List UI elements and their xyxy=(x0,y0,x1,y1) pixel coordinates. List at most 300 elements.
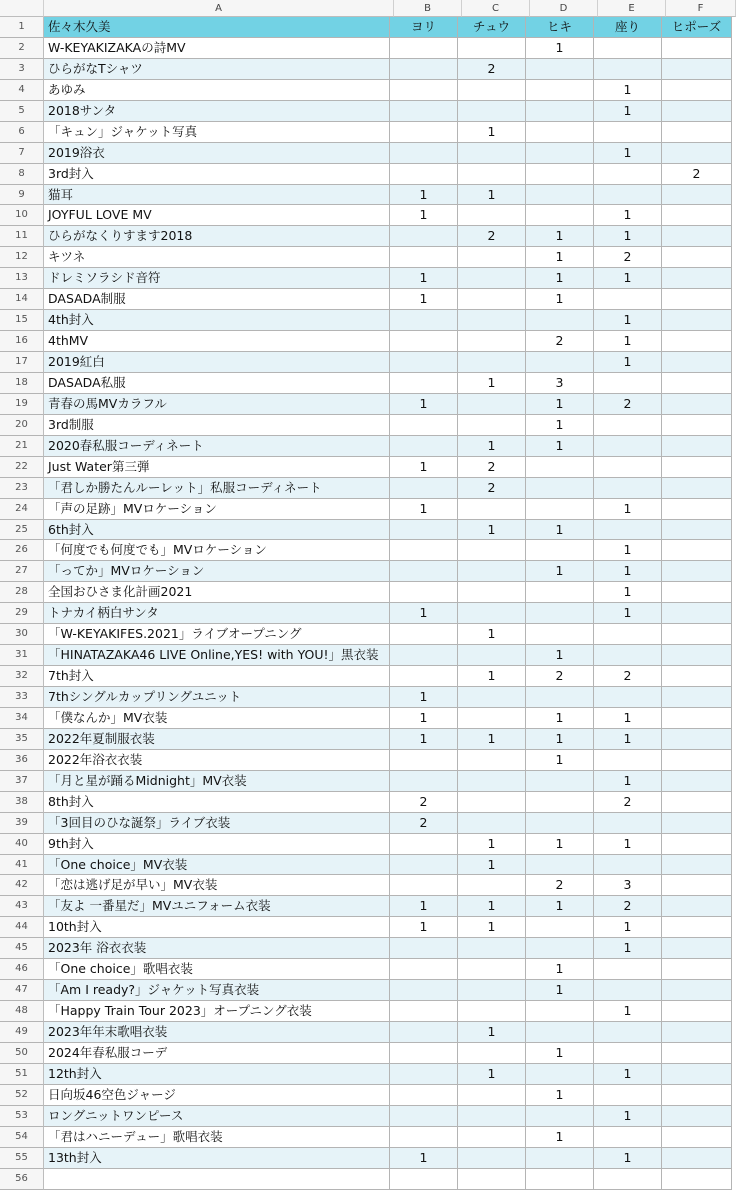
row-number[interactable]: 2 xyxy=(0,38,44,59)
cell[interactable]: 1 xyxy=(458,1022,526,1043)
cell[interactable] xyxy=(662,540,732,561)
cell[interactable]: 2 xyxy=(662,164,732,185)
cell[interactable] xyxy=(662,896,732,917)
cell[interactable]: 3 xyxy=(594,875,662,896)
cell[interactable]: 1 xyxy=(594,540,662,561)
row-number[interactable]: 16 xyxy=(0,331,44,352)
row-number[interactable]: 31 xyxy=(0,645,44,666)
cell[interactable]: ヒポーズ xyxy=(662,17,732,38)
cell[interactable] xyxy=(458,582,526,603)
cell[interactable] xyxy=(390,1127,458,1148)
cell[interactable]: 1 xyxy=(526,1043,594,1064)
cell[interactable] xyxy=(526,205,594,226)
cell[interactable]: ひらがなくりすます2018 xyxy=(44,226,390,247)
cell[interactable] xyxy=(662,666,732,687)
cell[interactable]: 7th封入 xyxy=(44,666,390,687)
row-number[interactable]: 42 xyxy=(0,875,44,896)
select-all-corner[interactable] xyxy=(0,0,44,17)
row-number[interactable]: 34 xyxy=(0,708,44,729)
cell[interactable]: ひらがなTシャツ xyxy=(44,59,390,80)
cell[interactable]: 1 xyxy=(458,834,526,855)
cell[interactable]: 1 xyxy=(526,268,594,289)
row-number[interactable]: 10 xyxy=(0,205,44,226)
cell[interactable] xyxy=(526,101,594,122)
cell[interactable]: 1 xyxy=(594,143,662,164)
cell[interactable] xyxy=(526,59,594,80)
cell[interactable] xyxy=(526,1064,594,1085)
cell[interactable]: 3rd制服 xyxy=(44,415,390,436)
cell[interactable]: 「Happy Train Tour 2023」オープニング衣装 xyxy=(44,1001,390,1022)
cell[interactable] xyxy=(662,226,732,247)
cell[interactable] xyxy=(526,185,594,206)
cell[interactable]: 2023年 浴衣衣装 xyxy=(44,938,390,959)
cell[interactable]: 1 xyxy=(390,289,458,310)
cell[interactable] xyxy=(662,436,732,457)
cell[interactable] xyxy=(390,1001,458,1022)
cell[interactable] xyxy=(458,499,526,520)
row-number[interactable]: 19 xyxy=(0,394,44,415)
cell[interactable]: 1 xyxy=(594,80,662,101)
cell[interactable]: 1 xyxy=(594,310,662,331)
cell[interactable] xyxy=(526,771,594,792)
cell[interactable] xyxy=(526,352,594,373)
cell[interactable]: 1 xyxy=(594,1148,662,1169)
row-number[interactable]: 22 xyxy=(0,457,44,478)
cell[interactable] xyxy=(458,143,526,164)
row-number[interactable]: 50 xyxy=(0,1043,44,1064)
cell[interactable] xyxy=(662,959,732,980)
cell[interactable]: 1 xyxy=(526,247,594,268)
cell[interactable]: 「One choice」歌唱衣装 xyxy=(44,959,390,980)
cell[interactable] xyxy=(526,1148,594,1169)
cell[interactable] xyxy=(390,1043,458,1064)
cell[interactable]: 1 xyxy=(594,708,662,729)
cell[interactable]: 1 xyxy=(526,708,594,729)
cell[interactable]: 1 xyxy=(390,205,458,226)
cell[interactable]: 3 xyxy=(526,373,594,394)
row-number[interactable]: 46 xyxy=(0,959,44,980)
cell[interactable]: 1 xyxy=(390,603,458,624)
cell[interactable]: 12th封入 xyxy=(44,1064,390,1085)
cell[interactable]: 1 xyxy=(526,750,594,771)
cell[interactable] xyxy=(390,59,458,80)
cell[interactable]: 1 xyxy=(594,1064,662,1085)
row-number[interactable]: 25 xyxy=(0,520,44,541)
row-number[interactable]: 6 xyxy=(0,122,44,143)
row-number[interactable]: 29 xyxy=(0,603,44,624)
row-number[interactable]: 45 xyxy=(0,938,44,959)
cell[interactable] xyxy=(526,310,594,331)
cell[interactable] xyxy=(594,1043,662,1064)
cell[interactable]: 2 xyxy=(526,875,594,896)
cell[interactable]: W-KEYAKIZAKAの詩MV xyxy=(44,38,390,59)
cell[interactable] xyxy=(594,457,662,478)
cell[interactable] xyxy=(390,101,458,122)
cell[interactable]: 座り xyxy=(594,17,662,38)
cell[interactable]: 1 xyxy=(526,415,594,436)
cell[interactable]: 1 xyxy=(594,1106,662,1127)
row-number[interactable]: 40 xyxy=(0,834,44,855)
cell[interactable] xyxy=(390,143,458,164)
cell[interactable] xyxy=(662,938,732,959)
cell[interactable]: 1 xyxy=(526,729,594,750)
cell[interactable]: 1 xyxy=(526,980,594,1001)
cell[interactable] xyxy=(662,624,732,645)
cell[interactable] xyxy=(526,478,594,499)
cell[interactable]: 「W-KEYAKIFES.2021」ライブオープニング xyxy=(44,624,390,645)
cell[interactable] xyxy=(390,1064,458,1085)
cell[interactable]: 1 xyxy=(594,582,662,603)
cell[interactable] xyxy=(390,959,458,980)
cell[interactable]: 1 xyxy=(390,729,458,750)
cell[interactable] xyxy=(458,959,526,980)
cell[interactable] xyxy=(526,1022,594,1043)
cell[interactable] xyxy=(594,1022,662,1043)
cell[interactable] xyxy=(458,1169,526,1190)
cell[interactable] xyxy=(458,1043,526,1064)
cell[interactable] xyxy=(458,164,526,185)
cell[interactable]: 1 xyxy=(458,373,526,394)
cell[interactable] xyxy=(662,792,732,813)
cell[interactable] xyxy=(662,268,732,289)
cell[interactable]: 2 xyxy=(526,666,594,687)
cell[interactable] xyxy=(662,1085,732,1106)
cell[interactable]: 2 xyxy=(594,896,662,917)
cell[interactable]: 2 xyxy=(526,331,594,352)
cell[interactable] xyxy=(662,1001,732,1022)
cell[interactable] xyxy=(390,226,458,247)
cell[interactable]: JOYFUL LOVE MV xyxy=(44,205,390,226)
cell[interactable] xyxy=(662,143,732,164)
row-number[interactable]: 30 xyxy=(0,624,44,645)
row-number[interactable]: 39 xyxy=(0,813,44,834)
cell[interactable]: 佐々木久美 xyxy=(44,17,390,38)
cell[interactable]: DASADA制服 xyxy=(44,289,390,310)
cell[interactable] xyxy=(390,750,458,771)
cell[interactable]: 2 xyxy=(458,59,526,80)
column-header-c[interactable]: C xyxy=(462,0,530,17)
cell[interactable] xyxy=(390,1022,458,1043)
cell[interactable] xyxy=(662,980,732,1001)
cell[interactable] xyxy=(458,938,526,959)
cell[interactable] xyxy=(594,1127,662,1148)
row-number[interactable]: 12 xyxy=(0,247,44,268)
cell[interactable] xyxy=(390,478,458,499)
cell[interactable] xyxy=(662,331,732,352)
cell[interactable] xyxy=(662,415,732,436)
cell[interactable] xyxy=(390,834,458,855)
cell[interactable] xyxy=(662,38,732,59)
cell[interactable] xyxy=(594,750,662,771)
cell[interactable]: 2018サンタ xyxy=(44,101,390,122)
row-number[interactable]: 47 xyxy=(0,980,44,1001)
cell[interactable] xyxy=(458,352,526,373)
cell[interactable] xyxy=(594,959,662,980)
cell[interactable]: 2 xyxy=(390,792,458,813)
row-number[interactable]: 52 xyxy=(0,1085,44,1106)
cell[interactable]: 2023年年末歌唱衣装 xyxy=(44,1022,390,1043)
cell[interactable]: 「声の足跡」MVロケーション xyxy=(44,499,390,520)
cell[interactable] xyxy=(390,520,458,541)
cell[interactable]: 1 xyxy=(526,959,594,980)
cell[interactable] xyxy=(662,457,732,478)
cell[interactable] xyxy=(390,645,458,666)
row-number[interactable]: 54 xyxy=(0,1127,44,1148)
cell[interactable] xyxy=(458,331,526,352)
cell[interactable]: あゆみ xyxy=(44,80,390,101)
cell[interactable] xyxy=(662,771,732,792)
cell[interactable]: 全国おひさま化計画2021 xyxy=(44,582,390,603)
cell[interactable] xyxy=(526,122,594,143)
row-number[interactable]: 33 xyxy=(0,687,44,708)
cell[interactable] xyxy=(526,813,594,834)
cell[interactable]: 1 xyxy=(390,896,458,917)
cell[interactable]: ヒキ xyxy=(526,17,594,38)
cell[interactable] xyxy=(662,561,732,582)
cell[interactable] xyxy=(458,415,526,436)
cell[interactable]: 2020春私服コーディネート xyxy=(44,436,390,457)
cell[interactable] xyxy=(390,855,458,876)
cell[interactable] xyxy=(458,540,526,561)
row-number[interactable]: 38 xyxy=(0,792,44,813)
cell[interactable] xyxy=(390,1169,458,1190)
cell[interactable]: 2 xyxy=(458,226,526,247)
row-number[interactable]: 18 xyxy=(0,373,44,394)
row-number[interactable]: 26 xyxy=(0,540,44,561)
row-number[interactable]: 28 xyxy=(0,582,44,603)
cell[interactable] xyxy=(390,875,458,896)
cell[interactable] xyxy=(662,499,732,520)
cell[interactable]: 1 xyxy=(390,708,458,729)
cell[interactable]: 1 xyxy=(390,185,458,206)
cell[interactable] xyxy=(390,38,458,59)
cell[interactable]: 猫耳 xyxy=(44,185,390,206)
cell[interactable]: 日向坂46空色ジャージ xyxy=(44,1085,390,1106)
cell[interactable]: 2 xyxy=(458,478,526,499)
cell[interactable]: 2 xyxy=(594,666,662,687)
cell[interactable]: 1 xyxy=(458,520,526,541)
cell[interactable]: 1 xyxy=(390,1148,458,1169)
cell[interactable] xyxy=(390,771,458,792)
cell[interactable] xyxy=(390,310,458,331)
cell[interactable] xyxy=(594,645,662,666)
row-number[interactable]: 36 xyxy=(0,750,44,771)
cell[interactable] xyxy=(526,540,594,561)
cell[interactable] xyxy=(390,624,458,645)
cell[interactable] xyxy=(594,687,662,708)
cell[interactable]: 1 xyxy=(594,331,662,352)
row-number[interactable]: 24 xyxy=(0,499,44,520)
cell[interactable]: 1 xyxy=(526,834,594,855)
row-number[interactable]: 11 xyxy=(0,226,44,247)
cell[interactable] xyxy=(594,855,662,876)
cell[interactable] xyxy=(526,1001,594,1022)
cell[interactable] xyxy=(662,352,732,373)
cell[interactable] xyxy=(662,875,732,896)
cell[interactable]: 1 xyxy=(390,268,458,289)
row-number[interactable]: 20 xyxy=(0,415,44,436)
cell[interactable] xyxy=(594,38,662,59)
row-number[interactable]: 41 xyxy=(0,855,44,876)
cell[interactable]: 1 xyxy=(458,436,526,457)
row-number[interactable]: 56 xyxy=(0,1169,44,1190)
cell[interactable]: 7thシングルカップリングユニット xyxy=(44,687,390,708)
cell[interactable]: DASADA私服 xyxy=(44,373,390,394)
cell[interactable] xyxy=(390,1106,458,1127)
cell[interactable] xyxy=(526,143,594,164)
cell[interactable] xyxy=(526,792,594,813)
cell[interactable]: Just Water第三弾 xyxy=(44,457,390,478)
cell[interactable]: 1 xyxy=(526,394,594,415)
cell[interactable] xyxy=(662,1106,732,1127)
cell[interactable] xyxy=(662,855,732,876)
cell[interactable]: 「月と星が踊るMidnight」MV衣装 xyxy=(44,771,390,792)
cell[interactable]: 1 xyxy=(526,520,594,541)
cell[interactable]: 1 xyxy=(458,729,526,750)
cell[interactable] xyxy=(662,729,732,750)
cell[interactable] xyxy=(662,520,732,541)
cell[interactable] xyxy=(662,478,732,499)
cell[interactable]: 1 xyxy=(594,561,662,582)
cell[interactable] xyxy=(662,394,732,415)
cell[interactable] xyxy=(390,540,458,561)
cell[interactable] xyxy=(662,834,732,855)
cell[interactable] xyxy=(458,1001,526,1022)
cell[interactable]: 10th封入 xyxy=(44,917,390,938)
cell[interactable]: 1 xyxy=(594,729,662,750)
cell[interactable] xyxy=(662,247,732,268)
row-number[interactable]: 13 xyxy=(0,268,44,289)
cell[interactable]: 「何度でも何度でも」MVロケーション xyxy=(44,540,390,561)
cell[interactable] xyxy=(662,373,732,394)
cell[interactable] xyxy=(458,310,526,331)
cell[interactable] xyxy=(458,289,526,310)
cell[interactable]: 4th封入 xyxy=(44,310,390,331)
cell[interactable] xyxy=(662,1022,732,1043)
cell[interactable]: 1 xyxy=(458,855,526,876)
cell[interactable]: 2 xyxy=(594,792,662,813)
cell[interactable]: 1 xyxy=(390,394,458,415)
cell[interactable] xyxy=(390,1085,458,1106)
cell[interactable]: 1 xyxy=(594,352,662,373)
cell[interactable] xyxy=(662,101,732,122)
cell[interactable]: 1 xyxy=(526,645,594,666)
cell[interactable] xyxy=(458,268,526,289)
cell[interactable]: 1 xyxy=(526,38,594,59)
cell[interactable] xyxy=(458,813,526,834)
cell[interactable]: 1 xyxy=(594,771,662,792)
cell[interactable]: 1 xyxy=(594,101,662,122)
cell[interactable] xyxy=(458,645,526,666)
cell[interactable] xyxy=(594,59,662,80)
cell[interactable]: 1 xyxy=(526,561,594,582)
cell[interactable] xyxy=(390,980,458,1001)
cell[interactable] xyxy=(662,582,732,603)
column-header-b[interactable]: B xyxy=(394,0,462,17)
cell[interactable] xyxy=(662,310,732,331)
cell[interactable]: 青春の馬MVカラフル xyxy=(44,394,390,415)
column-header-a[interactable]: A xyxy=(44,0,394,17)
row-number[interactable]: 7 xyxy=(0,143,44,164)
cell[interactable]: 4thMV xyxy=(44,331,390,352)
cell[interactable] xyxy=(458,750,526,771)
cell[interactable]: 2022年浴衣衣装 xyxy=(44,750,390,771)
cell[interactable] xyxy=(458,1148,526,1169)
cell[interactable] xyxy=(390,436,458,457)
cell[interactable]: 8th封入 xyxy=(44,792,390,813)
row-number[interactable]: 5 xyxy=(0,101,44,122)
cell[interactable] xyxy=(594,520,662,541)
cell[interactable] xyxy=(594,478,662,499)
row-number[interactable]: 44 xyxy=(0,917,44,938)
cell[interactable]: 2 xyxy=(390,813,458,834)
cell[interactable] xyxy=(662,1127,732,1148)
cell[interactable]: 1 xyxy=(594,205,662,226)
cell[interactable] xyxy=(458,247,526,268)
cell[interactable]: 1 xyxy=(526,1127,594,1148)
cell[interactable]: 「僕なんか」MV衣装 xyxy=(44,708,390,729)
row-number[interactable]: 53 xyxy=(0,1106,44,1127)
cell[interactable] xyxy=(526,499,594,520)
cell[interactable] xyxy=(390,666,458,687)
cell[interactable] xyxy=(458,80,526,101)
column-header-f[interactable]: F xyxy=(666,0,736,17)
cell[interactable] xyxy=(594,122,662,143)
row-number[interactable]: 43 xyxy=(0,896,44,917)
cell[interactable]: 1 xyxy=(526,1085,594,1106)
row-number[interactable]: 14 xyxy=(0,289,44,310)
cell[interactable] xyxy=(458,1127,526,1148)
cell[interactable]: 「恋は逃げ足が早い」MV衣装 xyxy=(44,875,390,896)
cell[interactable] xyxy=(390,561,458,582)
cell[interactable]: 3rd封入 xyxy=(44,164,390,185)
cell[interactable] xyxy=(458,875,526,896)
cell[interactable] xyxy=(526,457,594,478)
row-number[interactable]: 3 xyxy=(0,59,44,80)
cell[interactable]: 1 xyxy=(594,499,662,520)
cell[interactable]: 「3回目のひな誕祭」ライブ衣装 xyxy=(44,813,390,834)
cell[interactable] xyxy=(662,1169,732,1190)
cell[interactable] xyxy=(458,205,526,226)
cell[interactable] xyxy=(662,1064,732,1085)
cell[interactable]: 1 xyxy=(594,603,662,624)
cell[interactable]: 2 xyxy=(594,394,662,415)
cell[interactable]: 1 xyxy=(458,917,526,938)
cell[interactable] xyxy=(526,164,594,185)
cell[interactable] xyxy=(662,185,732,206)
cell[interactable] xyxy=(662,687,732,708)
cell[interactable]: 1 xyxy=(594,226,662,247)
row-number[interactable]: 23 xyxy=(0,478,44,499)
cell[interactable] xyxy=(662,813,732,834)
row-number[interactable]: 48 xyxy=(0,1001,44,1022)
cell[interactable]: 2019紅白 xyxy=(44,352,390,373)
cell[interactable] xyxy=(458,687,526,708)
cell[interactable] xyxy=(390,352,458,373)
cell[interactable] xyxy=(526,1106,594,1127)
row-number[interactable]: 32 xyxy=(0,666,44,687)
cell[interactable] xyxy=(390,331,458,352)
cell[interactable]: 2 xyxy=(594,247,662,268)
cell[interactable]: 1 xyxy=(458,666,526,687)
cell[interactable] xyxy=(390,247,458,268)
cell[interactable] xyxy=(594,1085,662,1106)
column-header-d[interactable]: D xyxy=(530,0,598,17)
cell[interactable] xyxy=(458,101,526,122)
cell[interactable] xyxy=(458,394,526,415)
cell[interactable]: 1 xyxy=(594,834,662,855)
cell[interactable]: 「HINATAZAKA46 LIVE Online,YES! with YOU!」黒衣装 xyxy=(44,645,390,666)
